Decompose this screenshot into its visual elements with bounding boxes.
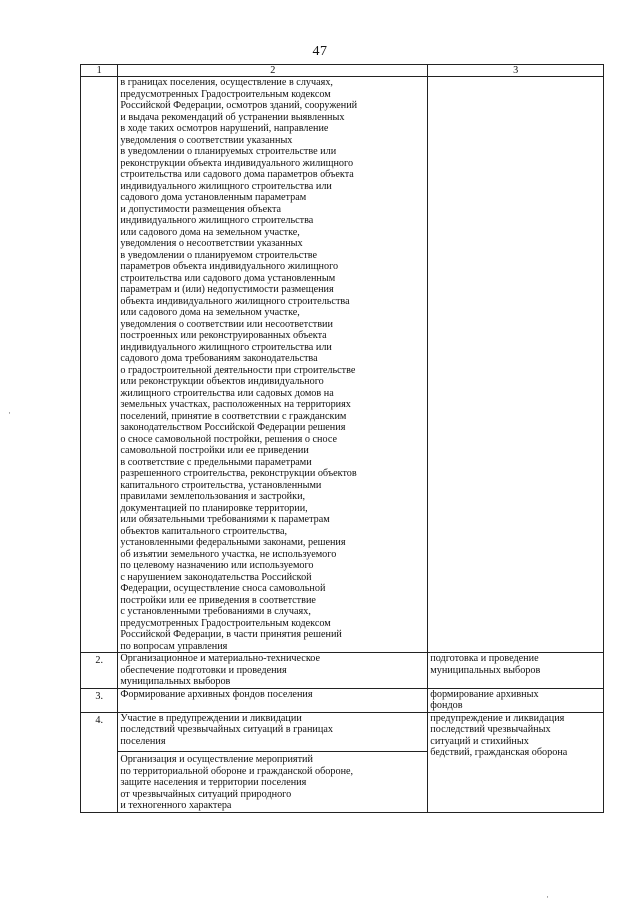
row-description	[118, 712, 428, 812]
text-line: земельных участках, расположенных на территориях	[120, 399, 351, 410]
text-line: строительства или садового дома установленным	[120, 272, 336, 284]
text-line: муниципальных выборов	[430, 664, 541, 676]
header-col-2: 2	[118, 65, 428, 77]
text-line: реконструкции объекта индивидуального жилищного	[120, 157, 354, 169]
text-line: или обязательными требованиями к параметрам	[120, 514, 330, 525]
text-line: Федерации, осуществление сноса самовольной	[120, 583, 326, 594]
row-number: 3.	[81, 688, 118, 712]
text-line: подготовка и проведение	[430, 653, 539, 664]
text-line: от чрезвычайных ситуаций природного	[120, 788, 292, 800]
text-line: объекта индивидуального жилищного строительства	[120, 295, 350, 307]
scan-mark: ·	[8, 408, 11, 418]
text-line: индивидуального жилищного строительства	[120, 215, 314, 226]
text-line: об изъятии земельного участка, не используемого	[120, 548, 337, 560]
text-line: капитального строительства, установленными	[120, 479, 322, 491]
text-line: предупреждение и ликвидация	[430, 712, 565, 724]
text-line: уведомления о несоответствии указанных	[120, 238, 303, 249]
text-line: объектов капитального строительства,	[120, 525, 288, 537]
row-category	[428, 653, 604, 689]
text-line: защите населения и территории поселения	[120, 777, 307, 788]
text-line: в уведомлении о планируемом строительстве	[120, 249, 318, 261]
text-line: Участие в предупреждении и ликвидации	[120, 712, 302, 724]
text-line: в соответствие с предельными параметрами	[120, 456, 312, 468]
text-line: правилами землепользования и застройки,	[120, 491, 306, 502]
text-line: документацией по планировке территории,	[120, 502, 308, 514]
text-line: параметрам и (или) недопустимости размещения	[120, 284, 334, 295]
text-line: о сносе самовольной постройки, решения о сносе	[120, 433, 337, 445]
row-description-part-a	[120, 713, 425, 748]
text-line: и выдача рекомендаций об устранении выявленных	[120, 111, 345, 123]
text-line: постройки или ее приведения в соответствие	[120, 594, 316, 606]
text-line: предусмотренных Градостроительным кодексом	[120, 88, 331, 100]
row-category	[428, 77, 604, 653]
text-line: в границах поселения, осуществление в случаях,	[120, 77, 333, 88]
text-line: последствий чрезвычайных	[430, 724, 551, 735]
header-col-1: 1	[81, 65, 118, 77]
text-line: бедствий, гражданская оборона	[430, 747, 568, 758]
text-line: и допустимости размещения объекта	[120, 203, 282, 215]
text-line: Организация и осуществление мероприятий	[120, 754, 313, 765]
row-description-part-b	[118, 751, 427, 812]
text-line: законодательством Российской Федерации решения	[120, 422, 346, 433]
text-line: разрешенного строительства, реконструкции объектов	[120, 468, 357, 479]
text-line: поселения	[120, 735, 166, 747]
text-line: установленными федеральными законами, решения	[120, 537, 346, 548]
text-line: или садового дома на земельном участке,	[120, 307, 300, 318]
row-description	[118, 688, 428, 712]
row-description	[118, 77, 428, 653]
text-line: индивидуального жилищного строительства или	[120, 180, 332, 192]
text-line: с установленными требованиями в случаях,	[120, 606, 311, 617]
text-line: жилищного строительства или садовых домов на	[120, 387, 334, 399]
row-number: 2.	[81, 653, 118, 689]
text-line: с нарушением законодательства Российской	[120, 571, 312, 583]
text-line: формирование архивных	[430, 688, 539, 700]
table-row	[81, 653, 604, 689]
text-line: по территориальной обороне и гражданской обороне,	[120, 765, 354, 777]
text-line: уведомления о соответствии или несоответствии	[120, 318, 333, 330]
header-col-3: 3	[428, 65, 604, 77]
row-category	[428, 712, 604, 812]
table-header-row	[81, 65, 604, 77]
text-line: строительства или садового дома параметров объекта	[120, 169, 354, 180]
text-line: в уведомлении о планируемых строительстве или	[120, 146, 337, 157]
row-number	[81, 77, 118, 653]
text-line: Организационное и материально-техническое	[120, 653, 320, 664]
text-line: Российской Федерации, в части принятия решений	[120, 629, 342, 640]
text-line: последствий чрезвычайных ситуаций в границах	[120, 724, 333, 735]
text-line: обеспечение подготовки и проведения	[120, 664, 287, 676]
text-line: по целевому назначению или используемого	[120, 560, 314, 571]
text-line: предусмотренных Градостроительным кодексом	[120, 617, 331, 629]
table-row	[81, 712, 604, 812]
text-line: Российской Федерации, осмотров зданий, сооружений	[120, 100, 358, 111]
text-line: муниципальных выборов	[120, 676, 231, 687]
text-line: ситуаций и стихийных	[430, 735, 529, 747]
scan-mark: ·	[546, 892, 549, 902]
text-line: уведомления о соответствии указанных	[120, 134, 293, 146]
row-number: 4.	[81, 712, 118, 812]
table-row	[81, 688, 604, 712]
text-line: садового дома установленным параметрам	[120, 192, 307, 203]
text-line: Формирование архивных фондов поселения	[120, 688, 313, 700]
text-line: самовольной постройки или ее приведении	[120, 445, 309, 456]
text-line: и техногенного характера	[120, 800, 232, 811]
text-line: в ходе таких осмотров нарушений, направление	[120, 123, 329, 134]
text-line: или садового дома на земельном участке,	[120, 226, 300, 238]
text-line: о градостроительной деятельности при строительстве	[120, 364, 356, 376]
page-number: 47	[312, 44, 328, 59]
text-line: параметров объекта индивидуального жилищного	[120, 261, 339, 272]
text-line: или реконструкции объектов индивидуального	[120, 376, 324, 387]
row-category	[428, 688, 604, 712]
text-line: по вопросам управления	[120, 640, 228, 652]
table-row	[81, 77, 604, 653]
competence-table	[80, 64, 604, 813]
text-line: садового дома требованиям законодательства	[120, 353, 318, 364]
text-line: построенных или реконструированных объекта	[120, 330, 327, 341]
text-line: поселений, принятие в соответствии с гражданским	[120, 410, 347, 422]
text-line: фондов	[430, 700, 463, 711]
row-description	[118, 653, 428, 689]
text-line: индивидуального жилищного строительства или	[120, 341, 332, 353]
